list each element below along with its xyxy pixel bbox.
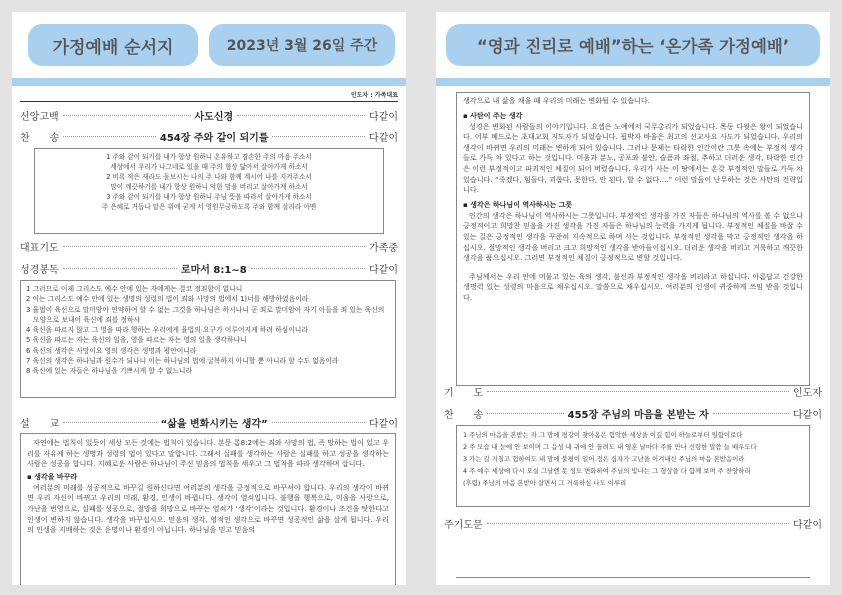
right-header-bar (436, 78, 830, 86)
hymn-line: 2 주 모습 내 눈에 안 보이며 그 음성 내 귀에 안 들려도 내 영혼 날마다 주를 만나 신령한 말씀 늘 배우도다 (463, 443, 757, 451)
hymn-line: 3 가는 길 거칠고 험하여도 내 맘에 불평이 일어 정은 십자가 고난을 이겨내신 주님의 마음 본받음이라 (463, 455, 745, 463)
row-participant: 다같이 (369, 132, 399, 144)
sermon-paragraph: 성경은 변화된 사람들의 이야기입니다. 요셉은 노예에서 국무총리가 되었습니다. 목동 다윗은 왕이 되었습니다. 어부 베드로는 초대교회 지도자가 되었습니다. 핍박자 바울은 최고의 선교사요 사도가 되었습니다. 우리의 생각이 바뀌면 우리의 미래는 변하게 되어 있습니다. 그러나 문제는 타락한 인간이란 그릇 속에는 부정적 생각들로 가득 차 있다고 하는 것입니다. 미움과 분노, 공포와 불안, 슬픔과 좌절, 추하고 더러운 생각, 타락한 인간은 이런 부정적이고 파괴적인 체질이 되어 버렸습니다. 우리가 사는 이 땅에서는 온갖 부정적인 말들로 가득 차 있습니다. “죽겠다, 힘들다, 괴롭다, 못한다, 안 된다, 할 수 없다….” 이런 말들이 난무하는 것은 사탄의 전략입니다. (463, 121, 803, 195)
right-title: “영과 진리로 예배”하는 ‘온가족 가정예배’ (446, 24, 820, 66)
row-label: 대표기도 (20, 242, 59, 254)
row-participant: 다같이 (793, 409, 822, 421)
verse-line: 7 육신의 생각은 하나님과 원수가 되나니 이는 하나님의 법에 굴복하지 아니할 뿐 아니라 할 수도 없음이라 (26, 357, 339, 366)
verse-line: 2 이는 그리스도 예수 안에 있는 생명의 성령의 법이 죄와 사망의 법에서 1)너를 해방하였음이라 (26, 295, 309, 304)
row-label: 주기도문 (444, 519, 483, 531)
row-lords-prayer (444, 515, 822, 531)
row-participant: 다같이 (793, 519, 822, 531)
hymn-line: 1 주와 같이 되기를 내가 항상 원하니 온유하고 겸손한 주의 마음 주소서 (106, 153, 312, 161)
verse-line: 5 육신을 따르는 자는 육신의 일을, 영을 따르는 자는 영의 일을 생각하나니 (26, 336, 247, 345)
right-page (436, 12, 830, 585)
hymn-line: 1 주님의 마음을 본받는 자 그 맘에 평강이 찾아옴은 험악한 세상을 이길 힘이 하늘로부터 임함이로다 (463, 431, 743, 439)
hymn-lyrics-box (456, 425, 810, 507)
hymn-line: 2 비록 작은 새라도 돌보시는 나의 주 나와 함께 계시어 나를 지켜주소서 (106, 173, 312, 181)
hymn-line: 맘이 깨끗하기를 내가 항상 원하니 악한 맘을 버리고 살아가게 하소서 (110, 183, 308, 191)
sermon-continued-box (456, 92, 810, 386)
sermon-paragraph: 자연에는 법칙이 있듯이 세상 모든 것에는 법칙이 있습니다. 본문 롬8:2에는 죄와 사망의 법, 즉 망하는 법이 있고 우리를 자유케 하는 생명과 성령의 법이 있다고 말합니다. 그래서 실패를 생각하는 사람은 실패를 하고 성공을 생각하는 사람은 성공을 합니다. 지혜로운 사람은 하나님이 주신 믿음의 법칙을 세우고 그 법칙을 따라 생각하며 삽니다. (27, 438, 389, 469)
sermon-box (20, 433, 396, 585)
hymn-line: (후렴) 주님의 마음 본받아 살면서 그 거룩하심 나도 이루리 (463, 479, 627, 487)
row-label: 성경봉독 (20, 264, 59, 276)
left-page (12, 12, 406, 585)
sermon-paragraph: 주님께서는 우리 안에 머물고 있는 육의 생각, 불신과 부정적인 생각을 버리라고 하십니다. 아름답고 건강한 생명력 있는 성령의 마음으로 채우십시오. 말씀으로 채우십시오. 여러분의 인생이 귀중하게 쓰임 받을 것입니다. (463, 271, 803, 302)
row-label: 찬 송 (20, 132, 60, 144)
leader-label: 인도자 : 가족대표 (350, 92, 398, 99)
row-scripture (20, 260, 398, 276)
hymn-lyrics-box (34, 148, 384, 234)
row-title: 로마서 8:1~8 (180, 264, 247, 276)
row-label: 설 교 (20, 418, 60, 430)
verse-line: 3 율법이 육신으로 말미암아 연약하여 할 수 없는 그것을 하나님은 하시나니 곧 죄로 말미암아 자기 아들을 죄 있는 육신의 모양으로 보내어 육신에 죄를 정하사 (26, 305, 385, 324)
hymn-line: 3 주와 같이 되기를 내가 항상 원하니 주님 뜻을 따라서 살아가게 하소서 (106, 193, 312, 201)
bottom-rule (456, 577, 810, 578)
row-creed (20, 107, 398, 123)
row-title: 455장 주님의 마음을 본받는 자 (567, 409, 709, 421)
leader-underline (20, 101, 398, 102)
row-prayer (444, 383, 822, 399)
row-participant: 인도자 (793, 387, 822, 399)
verse-line: 8 육신에 있는 자들은 하나님을 기쁘시게 할 수 없느니라 (26, 367, 193, 376)
row-participant: 다같이 (369, 264, 398, 276)
hymn-line: 주 은혜로 거듭나 맡은 위에 굳게 서 영원무궁하도록 주와 함께 살리라 아멘 (101, 203, 317, 211)
verse-line: 1 그러므로 이제 그리스도 예수 안에 있는 자에게는 결코 정죄함이 없나니 (26, 285, 243, 293)
row-participant: 다같이 (369, 111, 399, 123)
row-participant: 다같이 (369, 418, 398, 430)
row-hymn (20, 128, 398, 144)
verse-line: 4 육신을 따르지 않고 그 영을 따라 행하는 우리에게 율법의 요구가 이루어지게 하려 하심이니라 (26, 326, 308, 335)
sermon-heading: ▪ 사탄이 주는 생각 (463, 111, 523, 120)
sermon-paragraph: 여러분의 미래를 성공적으로 바꾸길 원하신다면 여러분의 생각을 긍정적으로 바꾸셔야 합니다. 우리의 생각이 바뀌면 우리 자신이 바뀌고 우리의 미래, 환경, 인생이 바뀝니다. 생각이 열쇠입니다. 불행을 행복으로, 미움을 사랑으로, 가난을 번영으로, 실패를 성공으로, 절망을 희망으로 바꾸는 열쇠가 ‘생각’이라는 것입니다. 환경이나 조건을 탓한다고 인생이 변하지 않습니다. 생각을 바꾸십시오. 믿음의 생각, 영적인 생각으로 바꾸면 성공적인 삶을 살게 됩니다. 우리의 인생을 지배하는 것은 운명이나 환경이 아닙니다. 하나님을 믿고 믿음의 (27, 482, 389, 535)
row-sermon (20, 414, 398, 430)
left-header-bar (12, 78, 406, 86)
sermon-heading: ▪ 생각을 바꾸라 (27, 472, 78, 481)
verse-line: 6 육신의 생각은 사망이요 영의 생각은 생명과 평안이니라 (26, 346, 197, 355)
date-label: 2023년 3월 26일 주간 (209, 24, 395, 66)
sermon-paragraph: 인간의 생각은 하나님이 역사하시는 그릇입니다. 부정적인 생각을 가진 자들은 하나님의 역사를 볼 수 없으나 긍정적이고 희망찬 믿음을 가진 생각을 가진 자들은 하나님의 능력을 가지게 됩니다. 부정적인 체질을 바꿀 수 있는 길은 긍정적인 생각을 꾸준히 지속적으로 하며 사는 것입니다. 부정적인 생각을 막고 긍정적인 생각을 하십시오. 절망적인 생각을 버리고 크고 희망적인 생각을 받아들이십시오. 더러운 생각을 버리고 거룩하고 깨끗한 생각을 품으십시오. 그러면 부정적인 체질이 긍정적으로 변할 것입니다. (463, 210, 803, 263)
row-label: 찬 송 (444, 409, 484, 421)
sermon-heading: ▪ 생각은 하나님이 역사하시는 그릇 (463, 200, 573, 209)
row-label: 신앙고백 (20, 111, 59, 123)
row-hymn (444, 405, 822, 421)
left-title: 가정예배 순서지 (28, 24, 198, 66)
sermon-paragraph: 생각으로 내 삶을 채울 때 우리의 미래는 변화될 수 있습니다. (463, 96, 651, 105)
row-title: “삶을 변화시키는 생각” (160, 418, 268, 430)
row-title: 사도신경 (194, 111, 234, 123)
row-participant: 가족중 (369, 242, 398, 254)
scripture-box (20, 280, 396, 398)
hymn-line: 세상에서 우리가 나그네로 있을 때 주의 형상 닮아서 살아가게 하소서 (110, 163, 308, 171)
hymn-line: 4 주 예수 세상에 다시 오실 그날엔 못 성도 변화하여 주님의 빛나는 그 형상을 다 함께 보며 주 찬양하리 (463, 467, 751, 475)
row-title: 454장 주와 같이 되기를 (159, 132, 269, 144)
row-label: 기 도 (444, 387, 484, 399)
row-prayer (20, 238, 398, 254)
